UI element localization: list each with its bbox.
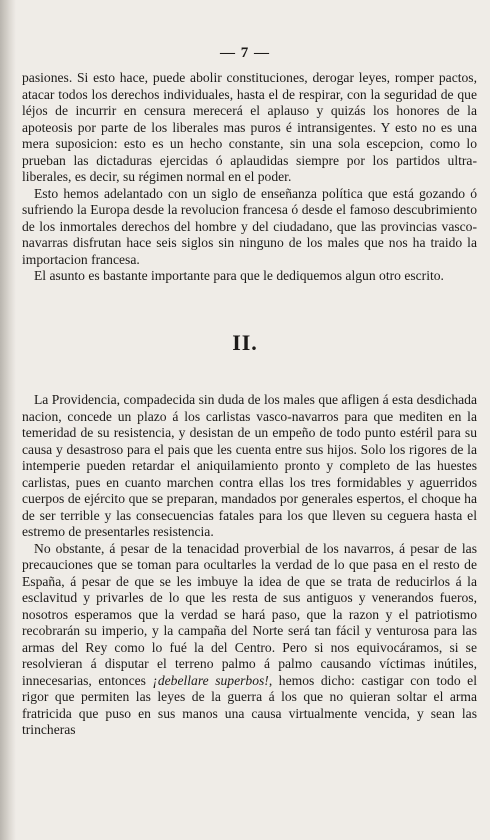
text-block-1: [22, 70, 477, 285]
latin-quote: ¡debellare superbos!: [152, 672, 269, 688]
text-block-2: [22, 392, 477, 739]
paragraph: [22, 541, 477, 739]
paragraph: pasiones. Si esto hace, puede abolir constituciones, derogar leyes, romper pactos, atacar todos los derechos individuales, hasta el de respirar, con la seguridad de que léjos de incurrir en censura merecerá el aplauso y quizás los honores de la apoteosis por parte de los liberales mas puros é intransigentes. Y esto no es una mera suposicion: esto es un hecho constante, sin una sola escepcion, como lo prueban las dictaduras ejercidas ó aplaudidas siempre por los partidos ultra-liberales, es decir, su régimen normal en el poder.: [22, 70, 477, 184]
paragraph: Esto hemos adelantado con un siglo de enseñanza política que está gozando ó sufriendo la Europa desde la revolucion francesa ó desde el famoso descubrimiento de los inmortales derechos del hombre y del ciudadano, que las provincias vasco-navarras disfrutan hace seis siglos sin ninguno de los males que nos ha traido la importacion francesa.: [22, 185, 477, 267]
paragraph-text: No obstante, á pesar de la tenacidad proverbial de los navarros, á pesar de las precauciones que se toman para ocultarles la verdad de lo que pasa en el resto de España, á pesar de que se les imbuye la idea de que se trata de reducirlos á la esclavitud y privarles de lo que les resta de sus antiguos y venerandos fueros, nosotros esperamos que la verdad se hará paso, que la razon y el patriotismo recobrarán su imperio, y la campaña del Norte será tan fácil y venturosa para las armas del Rey como lo fué la del Centro. Pero si nos equivocáramos, si se resolvieran á disputar el terreno palmo á palmo causando víctimas inútiles, innecesarias, entonces: [22, 540, 477, 688]
page-binding-shadow: [0, 0, 16, 840]
section-heading: II.: [232, 330, 258, 355]
paragraph: El asunto es bastante importante para que le dediquemos algun otro escrito.: [34, 268, 444, 283]
paragraph-text: , hemos dicho: castigar con todo el rigor que permiten las leyes de la guerra á los que no quieran soltar el arma fratricida que puso en sus manos una causa virtualmente vencida, y sean las trincheras: [22, 672, 477, 737]
paragraph: La Providencia, compadecida sin duda de los males que afligen á esta desdichada nacion, concede un plazo á los carlistas vasco-navarros para que mediten en la temeridad de su resistencia, y desistan de un empeño de todo punto estéril para su causa y desastroso para el pais que les cuenta entre sus hijos. Solo los rigores de la intemperie pueden retardar el aniquilamiento pronto y completo de las huestes carlistas, pues en cuanto marchen contra ellas los tres formidables y aguerridos cuerpos de ejército que se preparan, mandados por generales espertos, el choque ha de ser terrible y las consecuencias fatales para los que lleven su ceguera hasta el estremo de presentarles resistencia.: [22, 392, 477, 539]
page-number: — 7 —: [220, 45, 270, 61]
